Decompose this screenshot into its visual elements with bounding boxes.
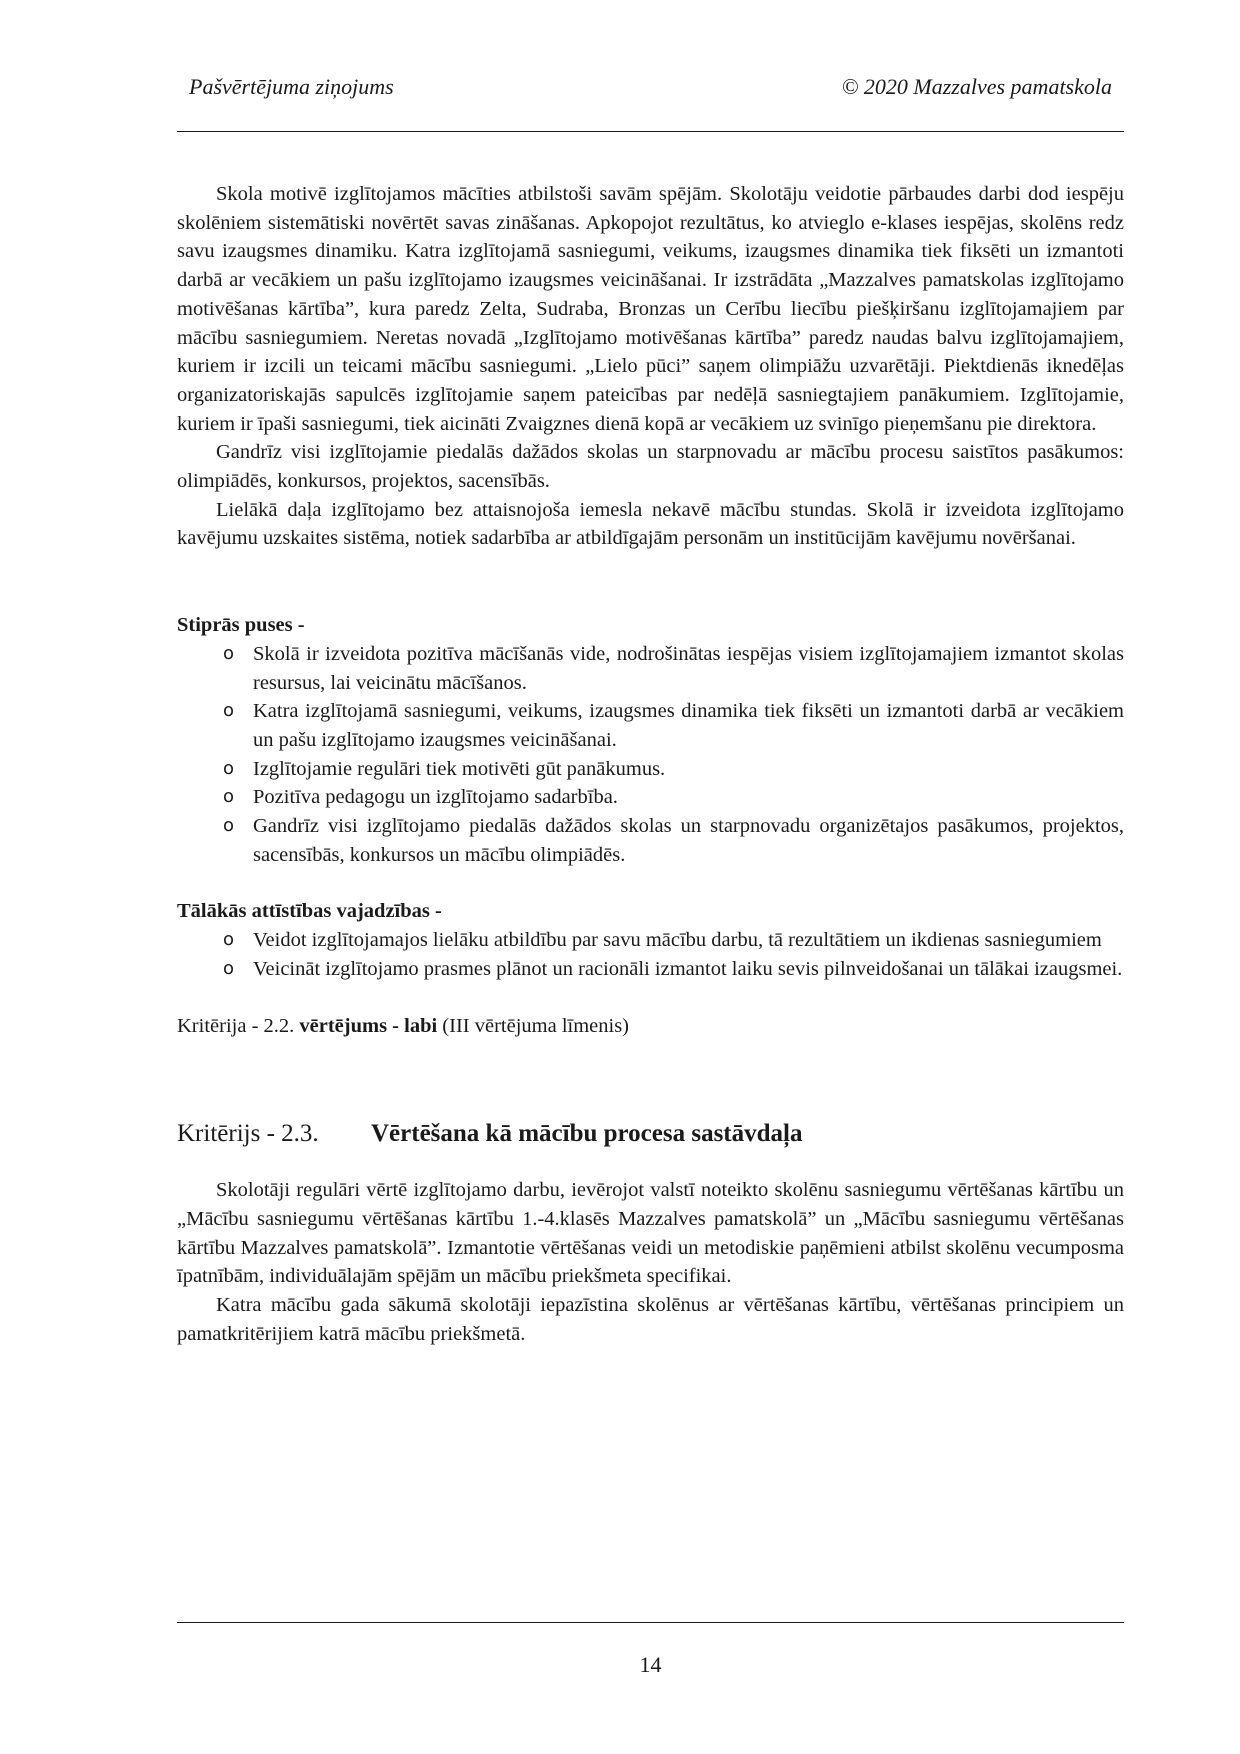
list-item: o Izglītojamie regulāri tiek motivēti gūt panākumus. bbox=[223, 755, 1124, 784]
document-page bbox=[177, 0, 1124, 1754]
page-header bbox=[189, 74, 1112, 100]
strengths-heading: Stiprās puses - bbox=[177, 614, 305, 637]
section-heading bbox=[177, 1118, 1124, 1150]
circle-bullet-icon: o bbox=[223, 815, 235, 837]
circle-bullet-icon: o bbox=[223, 929, 235, 951]
body-paragraph: Katra mācību gada sākumā skolotāji iepazīstina skolēnus ar vērtēšanas kārtību, vērtēšanas principiem un pamatkritērijiem katrā mācību priekšmetā. bbox=[177, 1294, 1124, 1345]
list-item: o Veicināt izglītojamo prasmes plānot un racionāli izmantot laiku sevis pilnveidošanai un tālākai izaugsmei. bbox=[223, 955, 1124, 984]
header-title: Pašvērtējuma ziņojums bbox=[189, 74, 394, 99]
list-item: o Pozitīva pedagogu un izglītojamo sadarbība. bbox=[223, 783, 1124, 812]
page-content bbox=[177, 180, 1124, 1349]
section-title: Vērtēšana kā mācību procesa sastāvdaļa bbox=[371, 1120, 803, 1148]
development-list bbox=[177, 926, 1124, 983]
strengths-list bbox=[177, 640, 1124, 870]
header-rule bbox=[177, 131, 1124, 132]
page-number: 14 bbox=[639, 1652, 662, 1677]
circle-bullet-icon: o bbox=[223, 957, 235, 979]
list-item: o Gandrīz visi izglītojamo piedalās dažādos skolas un starpnovadu organizētajos pasākumos, projektos, sacensībās, konkursos un mācību olimpiādēs. bbox=[223, 812, 1124, 869]
circle-bullet-icon: o bbox=[223, 786, 235, 808]
footer-rule bbox=[177, 1622, 1124, 1623]
body-paragraph: Lielākā daļa izglītojamo bez attaisnojoša iemesla nekavē mācību stundas. Skolā ir izveidota izglītojamo kavējumu uzskaites sistēma, notiek sadarbība ar atbildīgajām personām un institūcijām kavējumu novēršanai. bbox=[177, 498, 1124, 550]
criteria-rating: Kritērija - 2.2. vērtējums - labi (III vērtējuma līmenis) bbox=[177, 1014, 629, 1037]
body-paragraph: Skola motivē izglītojamos mācīties atbilstoši savām spējām. Skolotāju veidotie pārbaudes darbi dod iespēju skolēniem sistemātiski novērtēt savas zināšanas. Apkopojot rezultātus, ko atvieglo e-klases iespējas, skolēns redz savu izaugsmes dinamiku. Katra izglītojamā sasniegumi, veikums, izaugsmes dinamika tiek fiksēti un izmantoti darbā ar vecākiem un pašu izglītojamo izaugsmes veicināšanai. Ir izstrādāta „Mazzalves pamatskolas izglītojamo motivēšanas kārtība”, kura paredz Zelta, Sudraba, Bronzas un Cerību liecību piešķiršanu izglītojamajiem par mācību sasniegumiem. Neretas novadā „Izglītojamo motivēšanas kārtība” paredz naudas balvu izglītojamajiem, kuriem ir izcili un teicami mācību sasniegumi. „Lielo pūci” saņem olimpiāžu uzvarētāji. Piektdienās iknedēļas organizatoriskajās sapulcēs izglītojamie saņem pateicības par nedēļā sasniegtajiem panākumiem. Izglītojamie, kuriem ir īpaši sasniegumi, tiek aicināti Zvaigznes dienā kopā ar vecākiem uz svinīgo pieņemšanu pie direktora. bbox=[177, 183, 1124, 435]
header-copyright: © 2020 Mazzalves pamatskola bbox=[841, 74, 1112, 99]
list-item: o Skolā ir izveidota pozitīva mācīšanās vide, nodrošinātas iespējas visiem izglītojamajiem izmantot skolas resursus, lai veicinātu mācīšanos. bbox=[223, 640, 1124, 697]
list-item: o Veidot izglītojamajos lielāku atbildību par savu mācību darbu, tā rezultātiem un ikdienas sasniegumiem bbox=[223, 926, 1124, 955]
development-heading: Tālākās attīstības vajadzības - bbox=[177, 900, 442, 923]
circle-bullet-icon: o bbox=[223, 642, 235, 664]
body-paragraph: Gandrīz visi izglītojamie piedalās dažādos skolas un starpnovadu ar mācību procesu saistītos pasākumos: olimpiādēs, konkursos, projektos, sacensībās. bbox=[177, 441, 1124, 493]
section-number: Kritērijs - 2.3. bbox=[177, 1120, 319, 1148]
body-paragraph: Skolotāji regulāri vērtē izglītojamo darbu, ievērojot valstī noteikto skolēnu sasniegumu vērtēšanas kārtību un „Mācību sasniegumu vērtēšanas kārtību 1.-4.klasēs Mazzalves pamatskolā” un „Mācību sasniegumu vērtēšanas kārtību Mazzalves pamatskolā”. Izmantotie vērtēšanas veidi un metodiskie paņēmieni atbilst skolēnu vecumposma īpatnībām, individuālajām spējām un mācību priekšmeta specifikai. bbox=[177, 1179, 1124, 1288]
circle-bullet-icon: o bbox=[223, 700, 235, 722]
circle-bullet-icon: o bbox=[223, 757, 235, 779]
list-item: o Katra izglītojamā sasniegumi, veikums, izaugsmes dinamika tiek fiksēti un izmantoti darbā ar vecākiem un pašu izglītojamo izaugsmes veicināšanai. bbox=[223, 697, 1124, 754]
